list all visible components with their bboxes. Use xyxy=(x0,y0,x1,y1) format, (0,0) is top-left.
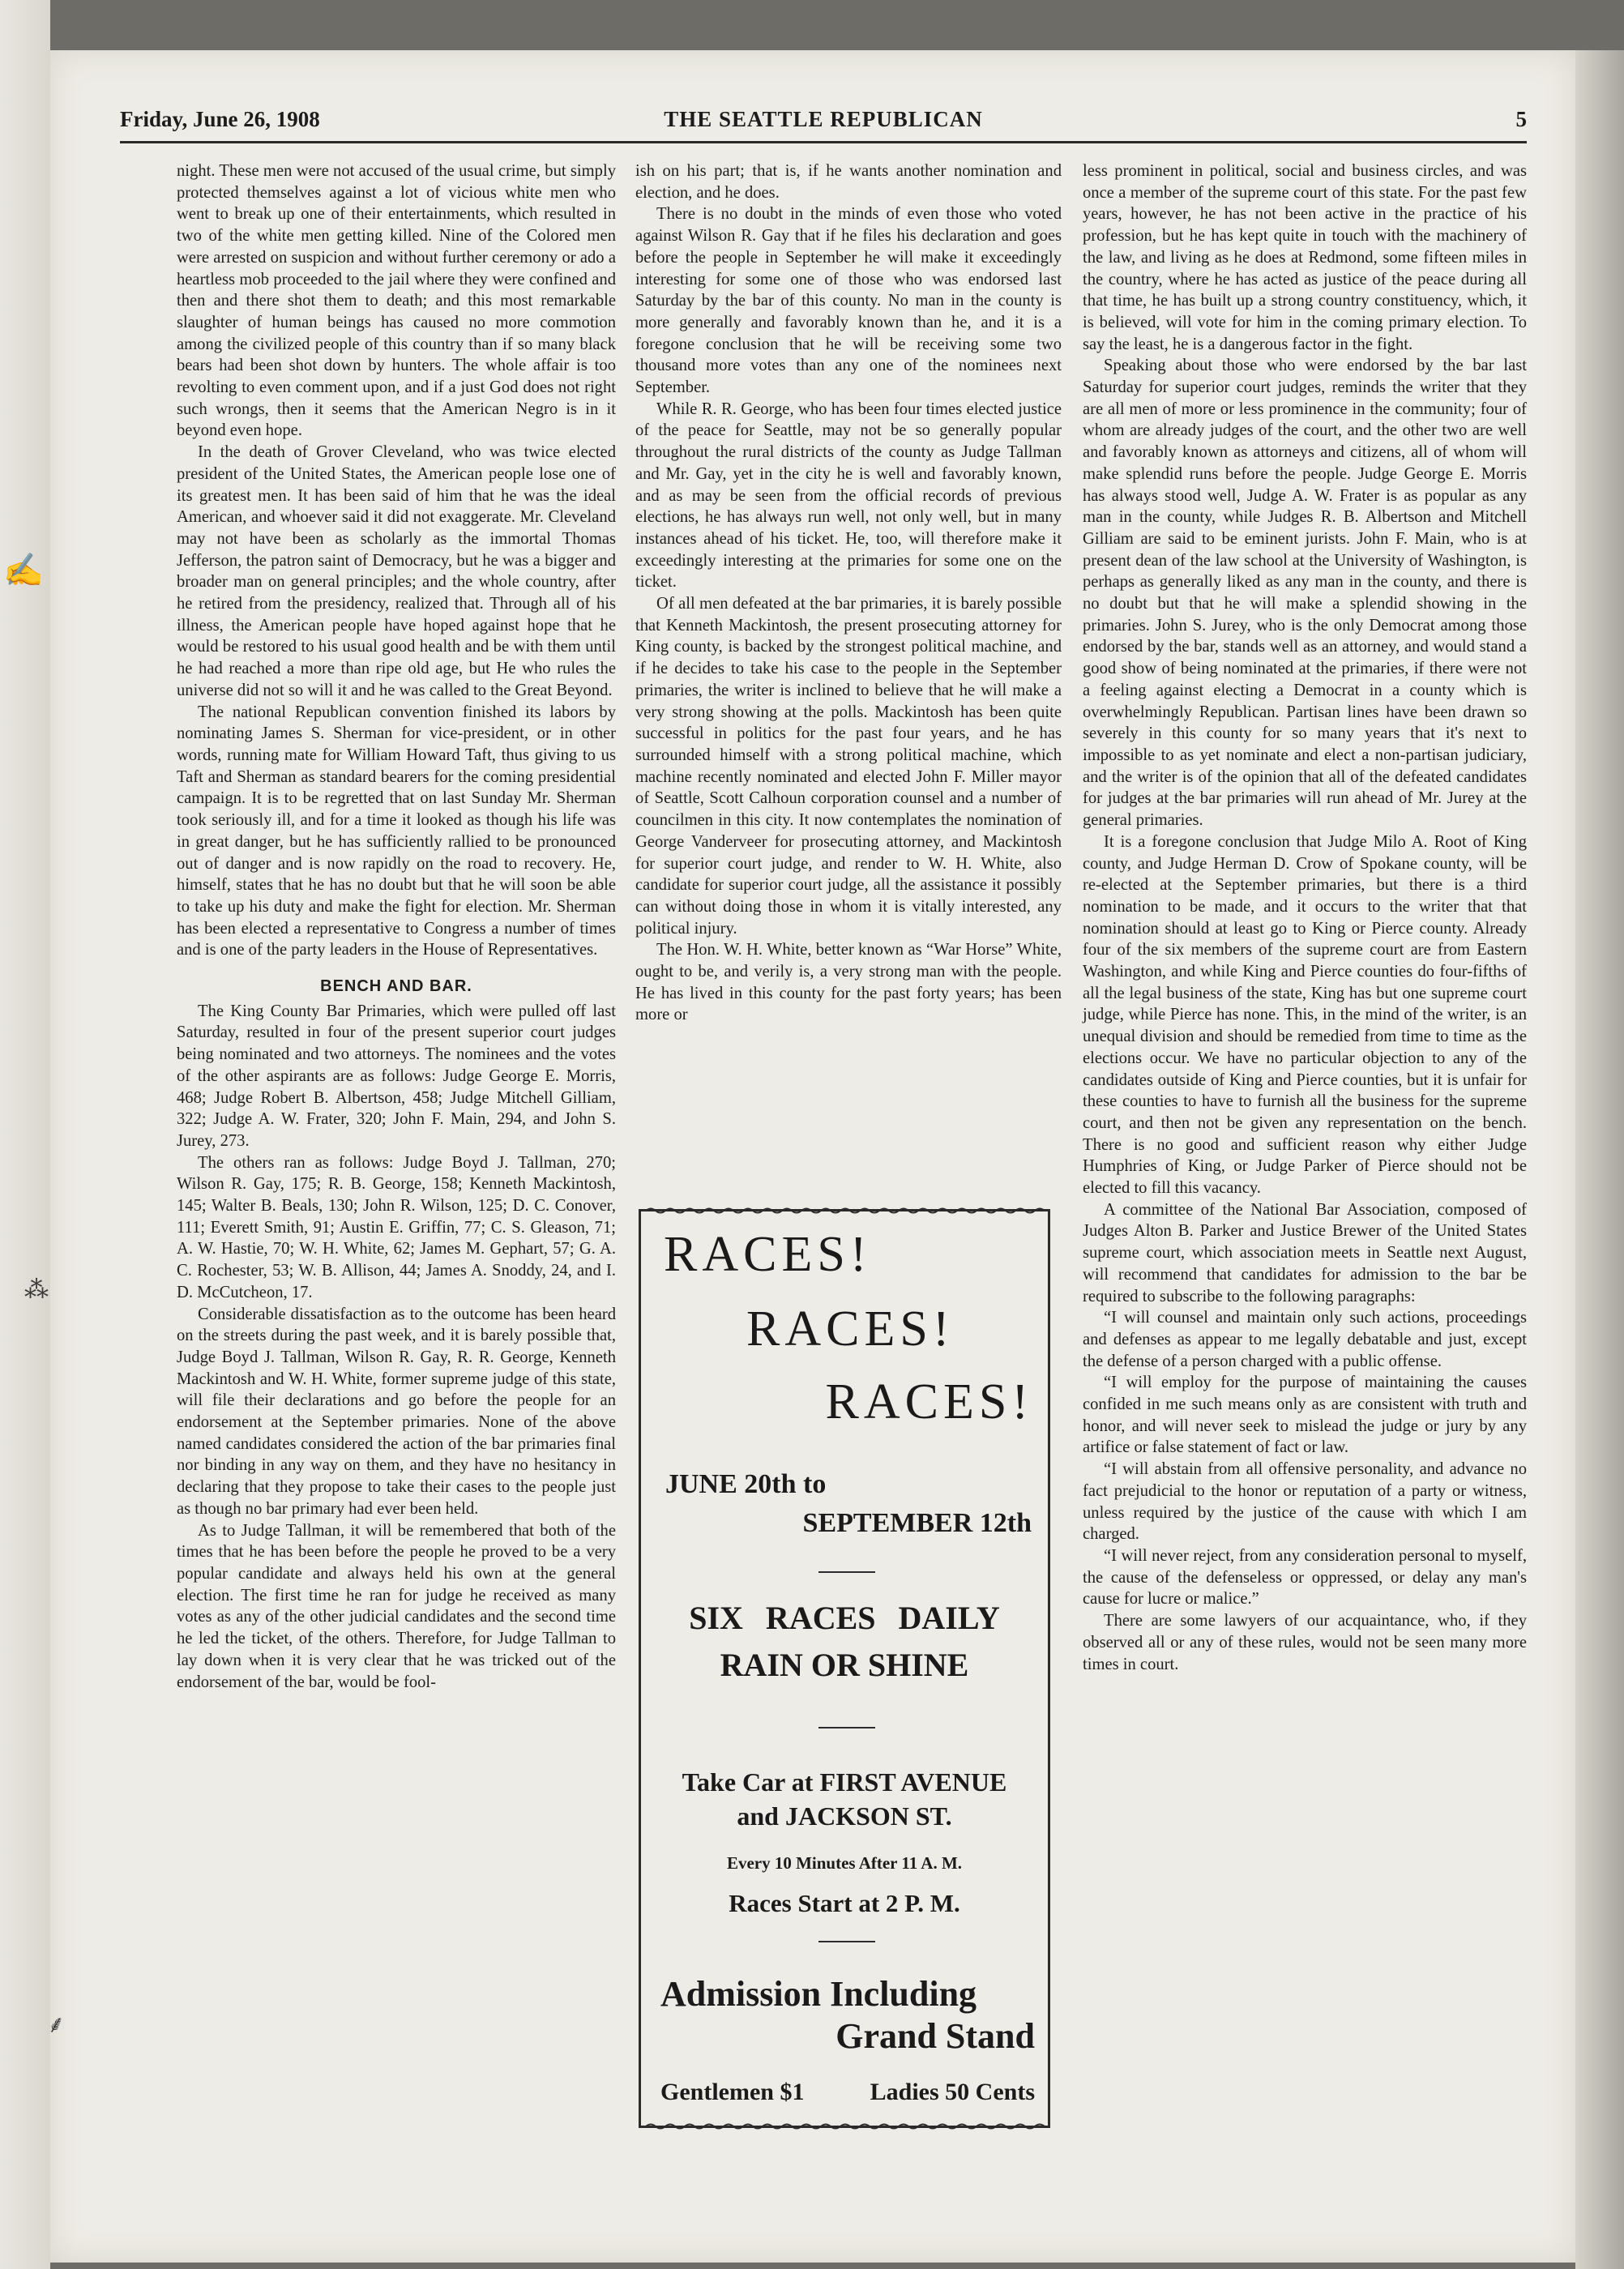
margin-stain: ✍ xyxy=(3,552,44,589)
ad-divider xyxy=(818,1941,875,1942)
paragraph: “I will abstain from all offensive personality, and advance no fact prejudicial to the honor or reputation of a party or witness, unless required by the justice of the cause with which I am charged. xyxy=(1083,1460,1527,1544)
paragraph: The others ran as follows: Judge Boyd J. Tallman, 270; Wilson R. Gay, 175; R. B. George, 158; Kenneth Mackintosh, 145; Walter B. Beals, 130; John R. Wilson, 125; D. C. Conover, 111; Everett Smith, 91; Austin E. Griffin, 77; C. S. Gleason, 71; A. W. Hastie, 70; W. H. White, 62; James M. Gephart, 57; G. A. C. Rochester, 53; W. B. Allison, 44; James A. Snoddy, 24, and I. D. McCutcheon, 17. xyxy=(177,1153,616,1301)
adjacent-page-edge xyxy=(0,0,50,2269)
section-heading: BENCH AND BAR. xyxy=(320,977,472,996)
ad-wavy-border-top xyxy=(646,1207,1048,1215)
ad-races-2: RACES! xyxy=(746,1301,955,1357)
paragraph: The national Republican convention finished its labors by nominating James S. Sherman for vice-president, or in other words, running mate for William Howard Taft, thus giving to us Taft and Sherman as standard bearers for the coming presidential campaign. It is to be regretted that on last Sunday Mr. Sherman took seriously ill, and for a time it looked as though his life was in great danger, but he has sufficiently rallied to be pronounced out of danger and is now rapidly on the road to recovery. He, himself, states that he has no doubt but that he will soon be able to take up his duty and make the fight for election. Mr. Sherman has been elected a representative to Congress a number of times and is one of the party leaders in the House of Representatives. xyxy=(177,703,616,959)
ad-six-races: SIX RACES DAILY xyxy=(689,1600,1000,1636)
page-stack-edge xyxy=(1575,50,1624,2269)
paragraph: “I will employ for the purpose of maintaining the causes confided in me such means only as are consistent with truth and honor, and will never seek to mislead the judge or jury by any artifice or false statement of fact or law. xyxy=(1083,1374,1527,1457)
races-advertisement xyxy=(639,1209,1050,2128)
paragraph: In the death of Grover Cleveland, who was twice elected president of the United States, the American people lose one of its greatest men. It has been said of him that he was the ideal American, and whoever said it did not exaggerate. Mr. Cleveland may not have been as scholarly as the immortal Thomas Jefferson, the patron saint of Democracy, but he was a bigger and broader man on general principles; and the whole country, after he retired from the presidency, realized that. Through all of his illness, the American people have hoped against hope that he would be restored to his usual good health and be with them until he had reached a more than ripe old age, but He who rules the universe did not so will it and he was called to the Great Beyond. xyxy=(177,443,616,699)
column-3 xyxy=(1083,160,1527,1675)
ad-price-ladies: Ladies 50 Cents xyxy=(870,2079,1035,2105)
page-header xyxy=(120,104,1527,139)
ad-take-car: Take Car at FIRST AVENUE xyxy=(682,1767,1007,1797)
paragraph: There is no doubt in the minds of even those who voted against Wilson R. Gay that if he files his declaration and goes before the people in September he will make it exceedingly interesting for some one of those who was endorsed last Saturday by the bar of this county. No man in the county is more generally and favorably known than he, and it is a foregone conclusion that he will be receiving some two thousand more votes than any one of the nominees next September. xyxy=(635,205,1062,397)
issue-date: Friday, June 26, 1908 xyxy=(120,107,320,131)
ad-dates-end: SEPTEMBER 12th xyxy=(802,1508,1032,1538)
header-rule xyxy=(120,141,1527,143)
ad-jackson-st: and JACKSON ST. xyxy=(737,1801,952,1831)
paragraph: Speaking about those who were endorsed by the bar last Saturday for superior court judges, reminds the writer that they are all men of more or less prominence in the community; four of whom are already judges of the court, and the other two are well and favorably known as attorneys and citizens, all of whom will make splendid runs before the people. Judge George E. Morris has always stood well, Judge A. W. Frater is as popular as any man in the county, while Judges R. B. Albertson and Mitchell Gilliam are said to be eminent jurists. John F. Main, who is at present dean of the law school at the University of Washington, is perhaps as generally liked as any man in the county, and there is no doubt but that he will make a splendid showing in the primaries. John S. Jurey, who is the only Democrat among those endorsed by the bar, stands well as an attorney, and would stand a good show of being nominated at the primaries, if there were not a feeling against electing a Democrat in a county which is overwhelmingly Republican. Partisan lines have been drawn so severely in this county for so many years that it's next to impossible to as yet nominate and elect a non-partisan judiciary, and the writer is of the opinion that all of the defeated candidates for judges at the bar primaries will run ahead of Mr. Jurey at the general primaries. xyxy=(1083,357,1527,830)
ad-divider xyxy=(818,1571,875,1573)
paragraph: Of all men defeated at the bar primaries, it is barely possible that Kenneth Mackintosh, the present prosecuting attorney for King county, is backed by the strongest political machine, and if he decides to take his case to the people in the September primaries, the writer is inclined to believe that he will make a very strong showing at the polls. Mackintosh has been quite successful in politics for the past four years, and he has surrounded himself with a strong political machine, which machine recently nominated and elected John F. Miller mayor of Seattle, Scott Calhoun corporation counsel and a number of councilmen in this city. It now contemplates the nomination of George Vanderveer for prosecuting attorney, and Mackintosh for superior court judge, and render to W. H. White, also candidate for superior court judge, all the assistance it possibly can without doing those in whom it is vitally interested, any political injury. xyxy=(635,595,1062,938)
ad-start-time: Races Start at 2 P. M. xyxy=(729,1889,960,1917)
ad-rain-shine: RAIN OR SHINE xyxy=(720,1647,969,1683)
ad-races-3: RACES! xyxy=(825,1374,1033,1429)
page-number: 5 xyxy=(1515,107,1527,131)
masthead: THE SEATTLE REPUBLICAN xyxy=(664,107,983,131)
ad-divider xyxy=(818,1727,875,1728)
ad-price-gentlemen: Gentlemen $1 xyxy=(660,2079,805,2105)
paragraph: As to Judge Tallman, it will be remembered that both of the times that he has been before the people he proved to be a very popular candidate and always held his own at the general election. The first time he ran for judge he received as many votes as any of the other judicial candidates and the second time he led the ticket, of the others. Therefore, for Judge Tallman to lay down when it is very clear that he was tricked out of the endorsement of the bar, would be fool- xyxy=(177,1521,616,1691)
column-1 xyxy=(177,160,616,1693)
paragraph: “I will counsel and maintain only such actions, proceedings and defenses as appear to me legally debatable and just, except the defense of a person charged with a public offense. xyxy=(1083,1309,1527,1370)
paragraph: A committee of the National Bar Association, composed of Judges Alton B. Parker and Justice Brewer of the United States supreme court, which association meets in Seattle next August, will recommend that candidates for admission to the bar be required to subscribe to the following paragraphs: xyxy=(1083,1200,1527,1305)
ad-frequency: Every 10 Minutes After 11 A. M. xyxy=(726,1853,963,1873)
margin-stain: ⁂ xyxy=(24,1276,49,1304)
paragraph: ish on his part; that is, if he wants another nomination and election, and he does. xyxy=(635,162,1062,202)
ad-dates-start: JUNE 20th to xyxy=(665,1469,827,1499)
ad-races-1: RACES! xyxy=(664,1227,872,1282)
margin-stain: ⸙ xyxy=(47,2010,66,2039)
paragraph: Considerable dissatisfaction as to the outcome has been heard on the streets during the past week, and it is barely possible that, Judge Boyd J. Tallman, Wilson R. Gay, R. R. George, Kenneth Mackintosh and W. H. White, former supreme judge of this state, will file their declarations and go before the people for an endorsement at the September primaries. None of the above named candidates considered the action of the bar primaries final nor binding in any way on them, and they have no hesitancy in declaring that they propose to take their cases to the people just as though no bar primary had ever been held. xyxy=(177,1305,616,1518)
ad-admission: Admission Including xyxy=(660,1974,977,2014)
paragraph: The Hon. W. H. White, better known as “War Horse” White, ought to be, and verily is, a very strong man with the people. He has lived in this county for the past forty years; has been more or xyxy=(635,941,1062,1024)
paragraph: The King County Bar Primaries, which were pulled off last Saturday, resulted in four of the present superior court judges being nominated and two attorneys. The nominees and the votes of the other aspirants are as follows: Judge George E. Morris, 468; Judge Robert B. Albertson, 458; Judge Mitchell Gilliam, 322; Judge A. W. Frater, 320; John F. Main, 294, and John S. Jurey, 273. xyxy=(177,1002,616,1150)
paragraph: There are some lawyers of our acquaintance, who, if they observed all or any of these rules, would not be seen many more times in court. xyxy=(1083,1612,1527,1673)
paragraph: less prominent in political, social and business circles, and was once a member of the supreme court of this state. For the past few years, however, he has not been active in the practice of his profession, but he has kept quite in touch with the machinery of the law, and living as he does at Redmond, some fifteen miles in the country, where he has acted as justice of the peace during all that time, he has built up a strong country constituency, which, it is believed, will vote for him in the coming primary election. To say the least, he is a dangerous factor in the fight. xyxy=(1083,162,1527,353)
paragraph: It is a foregone conclusion that Judge Milo A. Root of King county, and Judge Herman D. Crow of Spokane county, will be re-elected at the September primaries, but there is a third nomination to be made, and it occurs to the writer that that nomination should at least go to King or Pierce county. Already four of the six members of the supreme court are from Eastern Washington, and while King and Pierce counties do four-fifths of all the legal business of the state, King has but one supreme court judge, while Pierce has none. This, in the mind of the writer, is an unequal division and should be remedied from time to time as the elections occur. We have no particular objection to any of the candidates outside of King and Pierce counties, but it is unfair for these counties to have to furnish all the business for the supreme court, and then not be given any representation on the bench. There is no good and sufficient reason why either Judge Humphries of King, or Judge Parker of Pierce should not be elected to fill this vacancy. xyxy=(1083,832,1527,1198)
paragraph: night. These men were not accused of the usual crime, but simply protected themselves against a lot of vicious white men who went to break up one of their entertainments, which resulted in two of the white men getting killed. Nine of the Colored men were arrested on suspicion and without further ceremony or ado a heartless mob proceeded to the jail where they were confined and then and there shot them to death; and this most remarkable slaughter of human beings has caused no more commotion among the civilized people of this country than if so many black bears had been shot down by hunters. The whole affair is too revolting to even comment upon, and if a just God does not right such wrongs, then it seems that the American Negro is in it beyond even hope. xyxy=(177,162,616,440)
paragraph: “I will never reject, from any consideration personal to myself, the cause of the defenseless or oppressed, or delay any man's cause for lucre or malice.” xyxy=(1083,1547,1527,1609)
paragraph: While R. R. George, who has been four times elected justice of the peace for Seattle, may not be so generally popular throughout the rural districts of the county as Judge Tallman and Mr. Gay, yet in the city he is well and favorably known, and as may be seen from the official records of previous elections, he has always run well, not only well, but in many instances ahead of his ticket. He, too, will therefore make it exceedingly interesting at the primaries for some one on the ticket. xyxy=(635,400,1062,592)
ad-wavy-border-bottom xyxy=(646,2122,1048,2130)
column-2 xyxy=(635,160,1062,1026)
ad-grand-stand: Grand Stand xyxy=(836,2016,1035,2056)
